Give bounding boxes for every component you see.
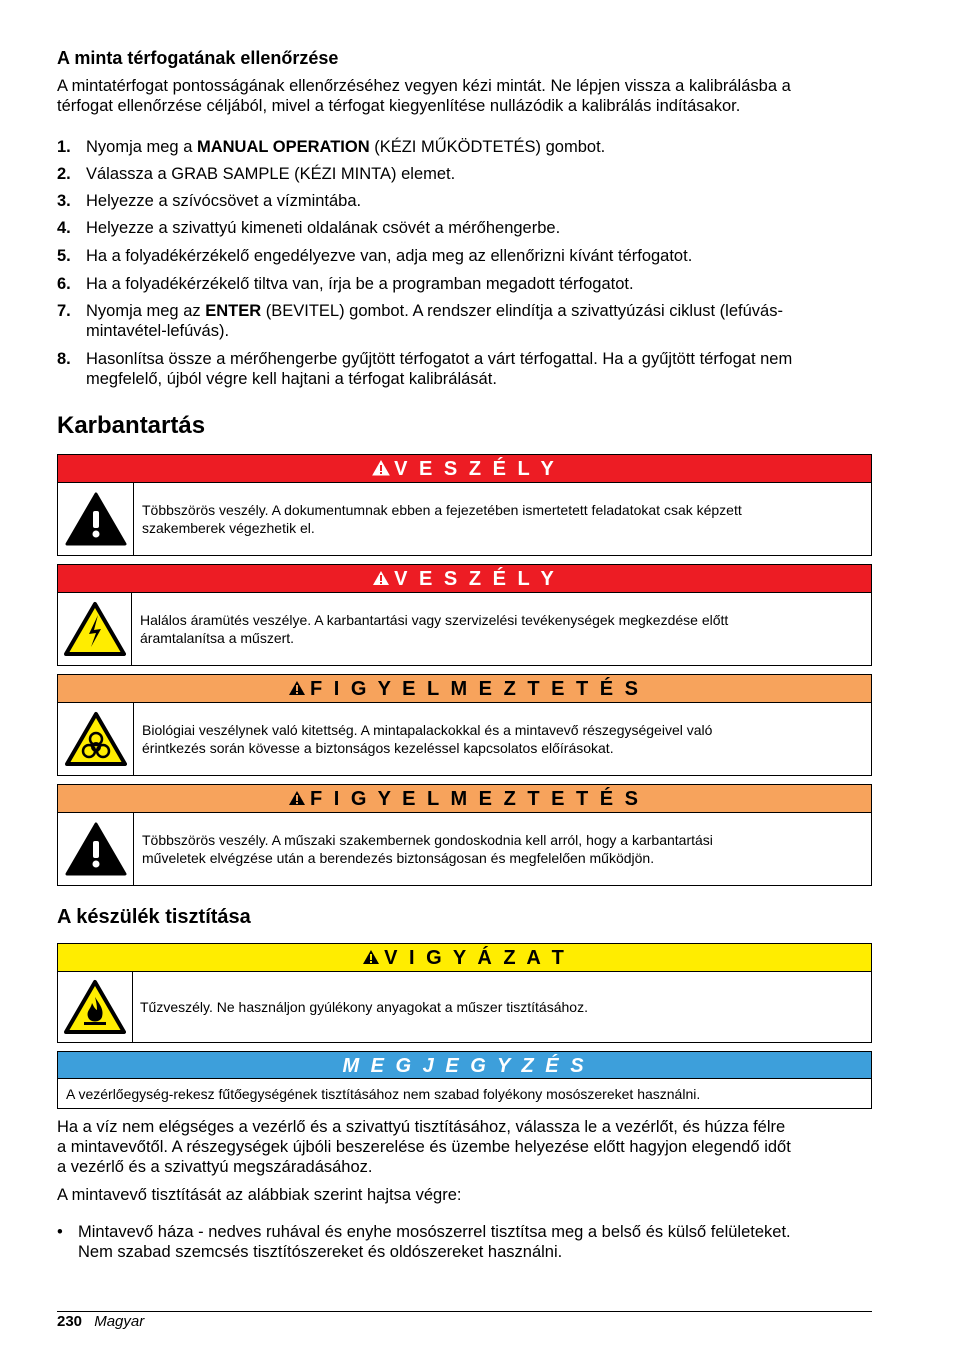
- paragraph: A mintavevő tisztítását az alábbiak szerint hajtsa végre:: [57, 1186, 462, 1204]
- caution-header: V I G Y Á Z A T: [58, 944, 871, 972]
- footer: [57, 1313, 144, 1330]
- step-number: 8.: [57, 350, 71, 368]
- step-number: 5.: [57, 247, 71, 265]
- step-text: Helyezze a szivattyú kimeneti oldalának csövét a mérőhengerbe.: [86, 219, 561, 237]
- flammable-icon: [58, 972, 133, 1042]
- page-number: 230: [57, 1313, 83, 1330]
- danger-header: V E S Z É L Y: [58, 565, 871, 593]
- warning-triangle-icon: [372, 570, 390, 586]
- electrical-hazard-icon: [58, 593, 132, 665]
- step-number: 1.: [57, 138, 71, 156]
- intro-line: A mintatérfogat pontosságának ellenőrzéséhez vegyen kézi mintát. Ne lépjen vissza a kalibrálásba a: [57, 77, 791, 95]
- warning-triangle-icon: [362, 949, 380, 965]
- paragraph-line: a mintavevőtől. A részegységek újbóli beszerelése és üzembe helyezése előtt hagyjon elegendő időt: [57, 1138, 791, 1156]
- warning-triangle-icon: [288, 790, 306, 806]
- step-text: Ha a folyadékérzékelő engedélyezve van, adja meg az ellenőrizni kívánt térfogatot.: [86, 247, 693, 265]
- warning-triangle-icon: [288, 680, 306, 696]
- step-number: 6.: [57, 275, 71, 293]
- list-item: [57, 301, 872, 341]
- list-item: [57, 1222, 872, 1262]
- paragraph-line: Ha a víz nem elégséges a vezérlő és a szivattyú tisztításához, válassza le a vezérlőt, és húzza félre: [57, 1118, 786, 1136]
- bullet-symbol: •: [57, 1223, 63, 1241]
- warning-header: F I G Y E L M E Z T E T É S: [58, 675, 871, 703]
- danger-message: Halálos áramütés veszélye. A karbantartási vagy szervizelési tevékenységek megkezdése előtt áramtalanítsa a műszert.: [140, 612, 729, 646]
- step-number: 2.: [57, 165, 71, 183]
- notice-header: M E G J E G Y Z É S: [58, 1052, 871, 1079]
- biohazard-icon: [58, 703, 134, 775]
- step-text: Válassza a GRAB SAMPLE (KÉZI MINTA) elemet.: [86, 165, 456, 183]
- section-heading: A készülék tisztítása: [57, 906, 251, 928]
- notice-message: A vezérlőegység-rekesz fűtőegységének tisztításához nem szabad folyékony mosószereket használni.: [66, 1086, 701, 1102]
- caution-message: Tűzveszély. Ne használjon gyúlékony anyagokat a műszer tisztításához.: [140, 999, 588, 1015]
- warning-message: Biológiai veszélynek való kitettség. A mintapalackokkal és a mintavevő részegységeivel való érintkezés során kövesse a biztonságos kezeléssel kapcsolatos előírásokat.: [142, 722, 713, 756]
- warning-box: [57, 674, 872, 776]
- step-text: Nyomja meg a MANUAL OPERATION (KÉZI MŰKÖDTETÉS) gombot.: [86, 138, 606, 156]
- step-number: 7.: [57, 302, 71, 320]
- warning-header: F I G Y E L M E Z T E T É S: [58, 785, 871, 813]
- bullet-text: Mintavevő háza - nedves ruhával és enyhe mosószerrel tisztítsa meg a belső és külső felületeket. Nem szabad szemcsés tisztítószereket és oldószereket használni.: [78, 1223, 791, 1261]
- warning-message: Többszörös veszély. A műszaki szakembernek gondoskodnia kell arról, hogy a karbantartási műveletek elvégzése után a berendezés biztonságosan és megfelelően működjön.: [142, 832, 713, 866]
- step-number: 3.: [57, 192, 71, 210]
- danger-box: [57, 454, 872, 556]
- section-heading: A minta térfogatának ellenőrzése: [57, 48, 339, 68]
- step-number: 4.: [57, 219, 71, 237]
- danger-message: Többszörös veszély. A dokumentumnak ebben a fejezetében ismertetett feladatokat csak képzett szakemberek végezhetik el.: [142, 502, 742, 536]
- paragraph-line: a vezérlő és a szivattyú megszáradásához.: [57, 1158, 373, 1176]
- general-warning-icon: [58, 483, 134, 555]
- step-text: Nyomja meg az ENTER (BEVITEL) gombot. A rendszer elindítja a szivattyúzási ciklust (lefúvás- mintavétel-lefúvás).: [86, 302, 783, 340]
- step-text: Hasonlítsa össze a mérőhengerbe gyűjtött térfogatot a várt térfogattal. Ha a gyűjtött térfogat nem megfelelő, újból végre kell hajtani a térfogat kalibrálását.: [86, 350, 793, 388]
- danger-box: [57, 564, 872, 666]
- danger-header: V E S Z É L Y: [58, 455, 871, 483]
- warning-triangle-icon: [372, 460, 390, 476]
- general-warning-icon: [58, 813, 134, 885]
- step-text: Ha a folyadékérzékelő tiltva van, írja be a programban megadott térfogatot.: [86, 275, 634, 293]
- step-text: Helyezze a szívócsövet a vízmintába.: [86, 192, 362, 210]
- caution-box: [57, 943, 872, 1043]
- notice-box: [57, 1051, 872, 1109]
- list-item: [57, 349, 872, 389]
- footer-language: Magyar: [94, 1313, 145, 1330]
- intro-line: térfogat ellenőrzése céljából, mivel a térfogat kiegyenlítése nullázódik a kalibrálás indításakor.: [57, 97, 741, 115]
- page-title: Karbantartás: [57, 412, 206, 439]
- footer-divider: [57, 1311, 872, 1312]
- warning-box: [57, 784, 872, 886]
